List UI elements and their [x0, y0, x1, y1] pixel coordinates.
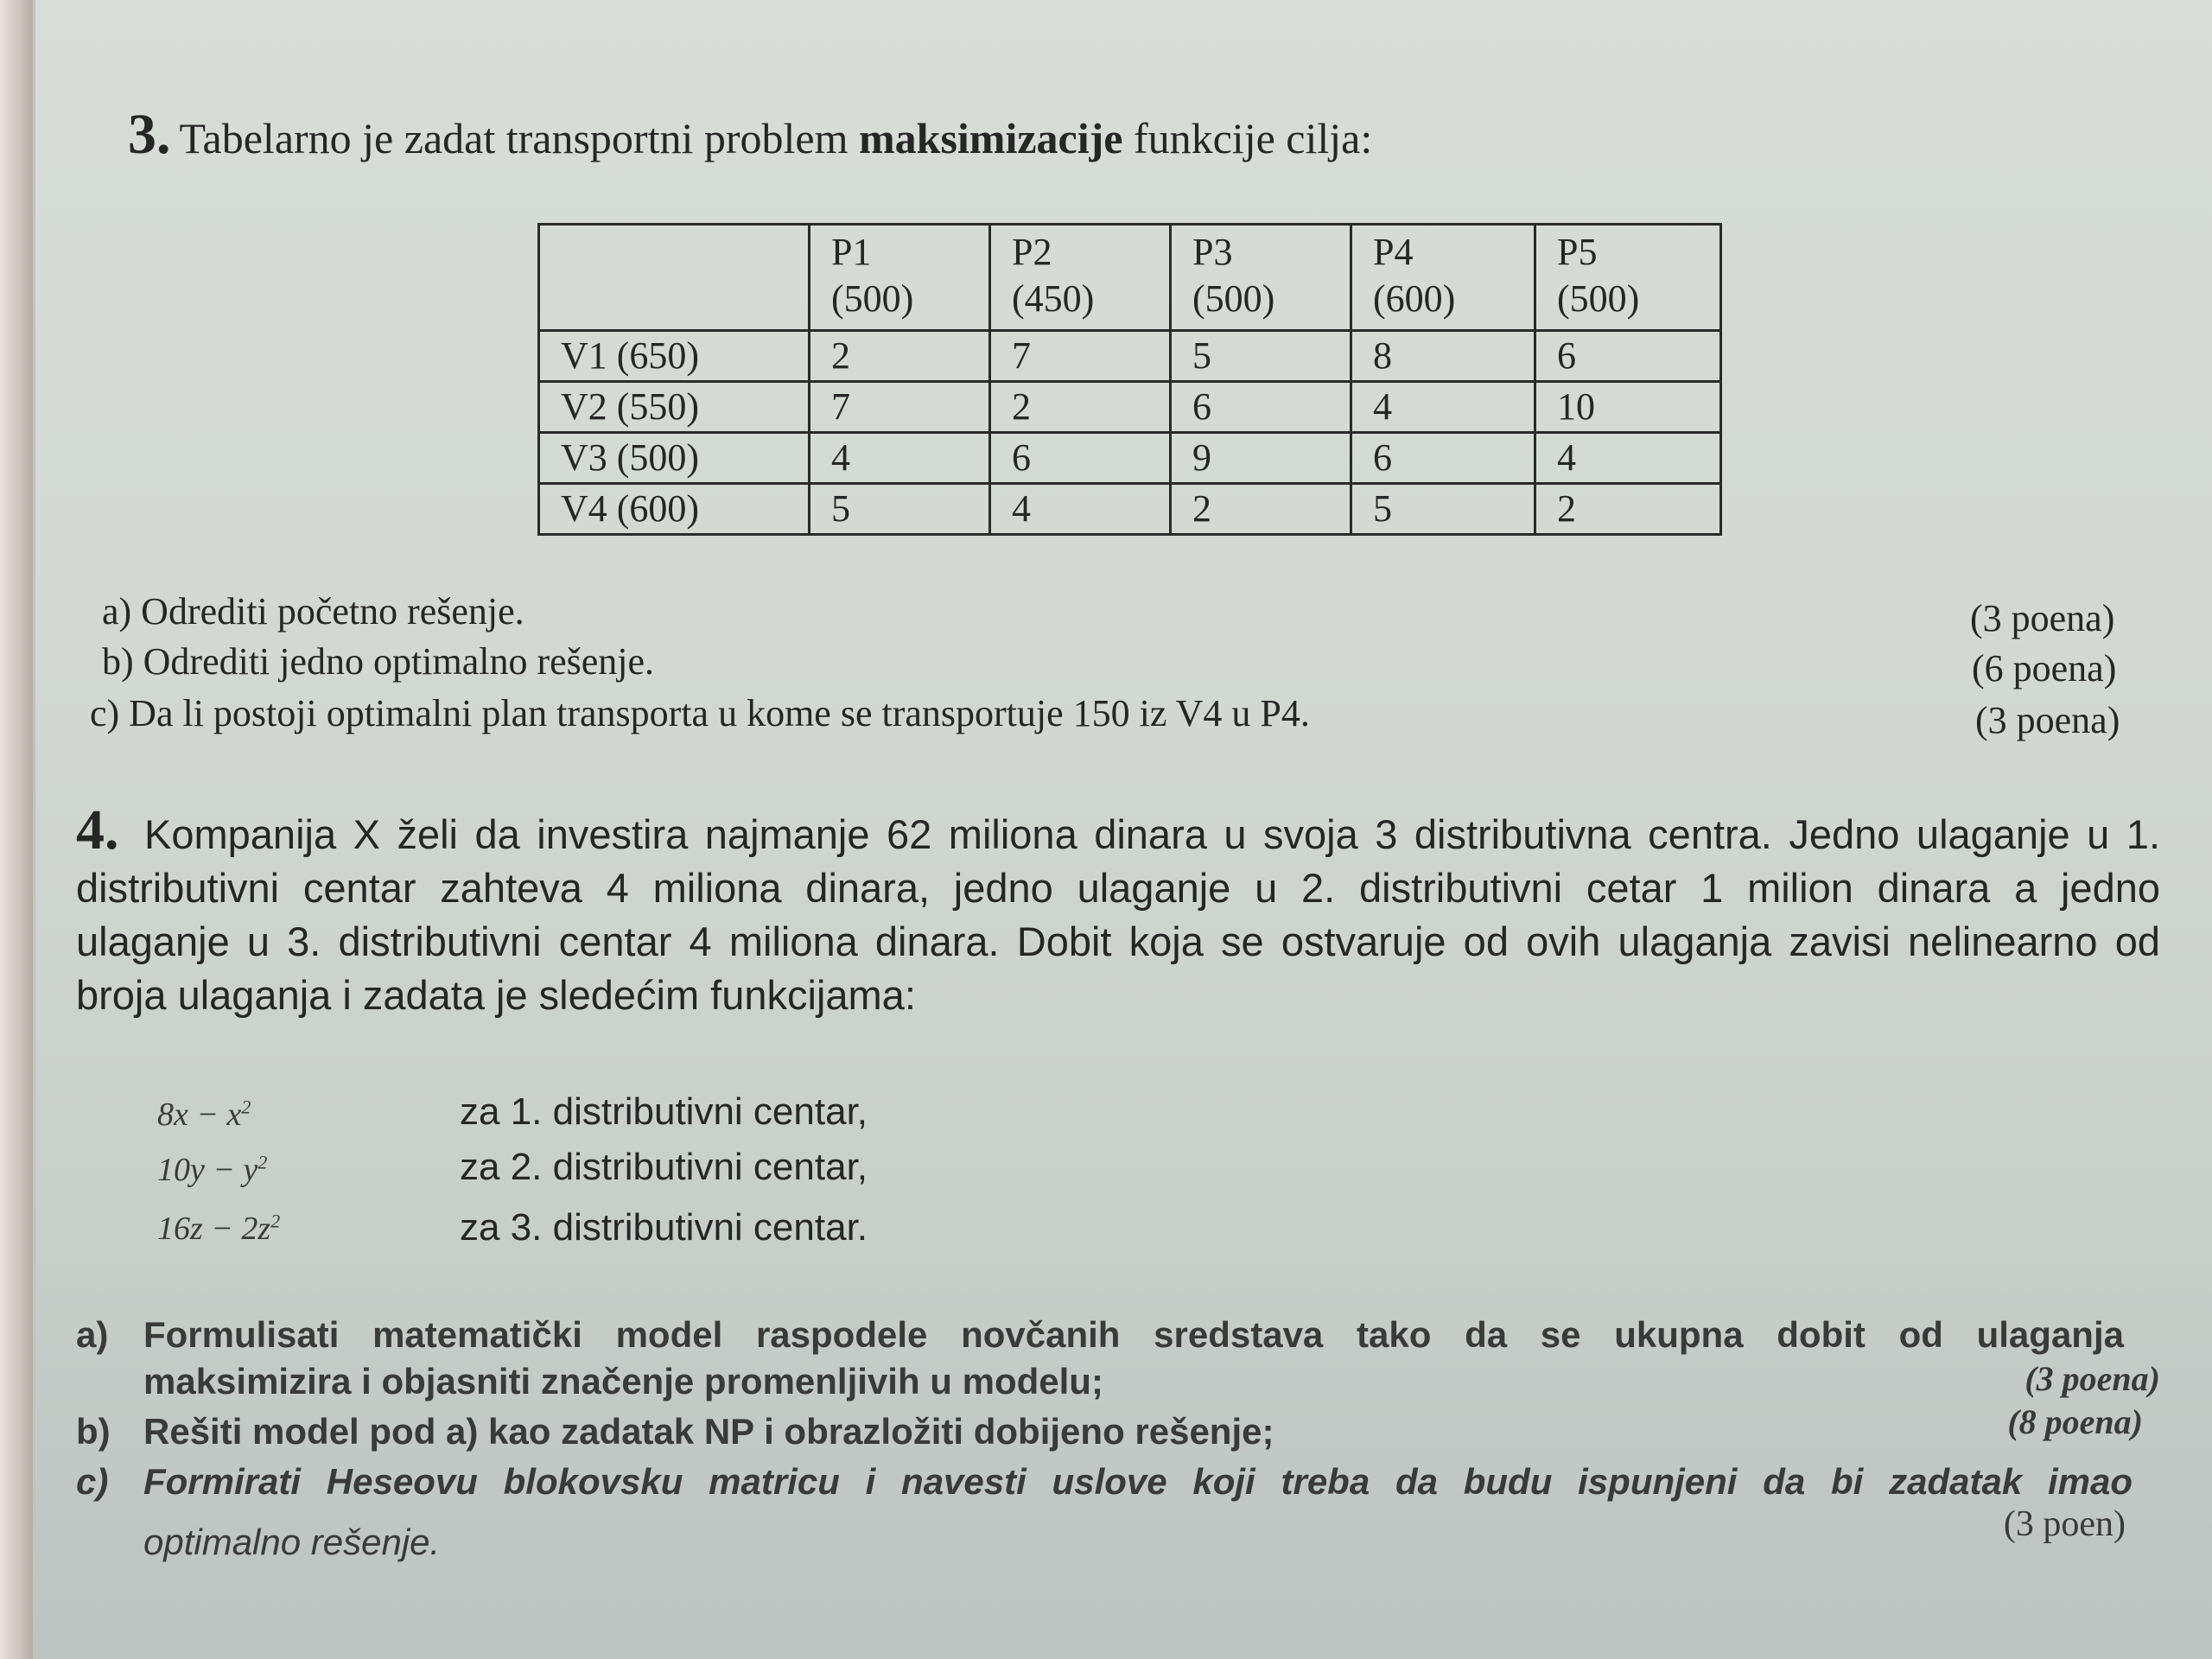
question-3-item-c-points: (3 poena) [1975, 699, 2120, 741]
question-3-item-a-points: (3 poena) [1970, 597, 2115, 639]
row-label: V4 (600) [539, 484, 810, 535]
question-4-item-b-points: (8 poena) [2007, 1402, 2143, 1441]
table-cell: 5 [1171, 331, 1351, 382]
table-cell: 8 [1351, 331, 1535, 382]
question-3-item-c: c) Da li postoji optimalni plan transporta u kome se transportuje 150 iz V4 u P4. [90, 692, 1310, 734]
question-4-line-1-text: Kompanija X želi da investira najmanje 62 miliona dinara u svoja 3 distributivna centra. Jedno ulaganje u 1. [144, 811, 2160, 857]
table-corner-cell [539, 225, 810, 331]
item-label: a) [76, 1314, 109, 1355]
header-capacity: (500) [1192, 277, 1275, 320]
question-3-item-a: a) Odrediti početno rešenje. [102, 590, 524, 632]
table-cell: 4 [990, 484, 1171, 535]
row-label: V2 (550) [539, 382, 810, 433]
question-3-item-b-points: (6 poena) [1972, 647, 2117, 690]
question-4-line-4: broja ulaganja i zadata je sledećim funkcijama: [76, 972, 916, 1018]
question-3-intro-a: Tabelarno je zadat transportni problem [179, 114, 859, 162]
item-text: Rešiti model pod a) kao zadatak NP i obrazložiti dobijeno rešenje; [143, 1411, 1274, 1452]
question-4-number: 4. [76, 798, 119, 861]
row-label: V1 (650) [539, 331, 810, 382]
question-4-item-a-line-1 [76, 1312, 2124, 1358]
table-cell: 5 [1351, 484, 1535, 535]
function-exponent: 2 [241, 1096, 251, 1118]
question-4-line-1 [76, 798, 2160, 861]
item-label: c) [76, 1461, 109, 1502]
table-cell: 6 [990, 433, 1171, 484]
function-base: 10y − y [157, 1152, 258, 1188]
header-cell-p5 [1535, 225, 1721, 331]
table-header-row [539, 225, 1721, 331]
profit-function-1 [157, 1096, 251, 1134]
header-capacity: (500) [831, 277, 914, 320]
profit-function-1-desc: za 1. distributivni centar, [460, 1090, 868, 1133]
item-label: b) [76, 1411, 111, 1452]
question-4-item-b [76, 1408, 2124, 1455]
profit-function-3-desc: za 3. distributivni centar. [460, 1206, 868, 1249]
question-4-line-3: ulaganje u 3. distributivni centar 4 miliona dinara. Dobit koja se ostvaruje od ovih ulaganja zavisi nelinearno od [76, 918, 2160, 964]
header-name: P2 [1012, 231, 1052, 273]
header-cell-p3 [1171, 225, 1351, 331]
transport-table [537, 223, 1722, 536]
table-cell: 9 [1171, 433, 1351, 484]
table-cell: 6 [1171, 382, 1351, 433]
table-cell: 7 [990, 331, 1171, 382]
function-exponent: 2 [270, 1210, 281, 1232]
header-cell-p1 [810, 225, 990, 331]
profit-function-2 [157, 1151, 267, 1189]
header-capacity: (450) [1012, 277, 1095, 320]
question-4-item-c-line-2: optimalno rešenje. [143, 1522, 441, 1562]
header-cell-p2 [990, 225, 1171, 331]
header-name: P1 [831, 231, 872, 273]
question-4-item-a-line-2: maksimizira i objasniti značenje promenljivih u modelu; [143, 1361, 1103, 1402]
table-cell: 6 [1351, 433, 1535, 484]
question-3-title [128, 102, 1372, 168]
table-row [539, 484, 1721, 535]
profit-function-3 [157, 1210, 280, 1248]
header-name: P4 [1373, 231, 1414, 273]
table-cell: 4 [1535, 433, 1721, 484]
table-cell: 4 [1351, 382, 1535, 433]
table-cell: 7 [810, 382, 990, 433]
function-exponent: 2 [257, 1151, 268, 1173]
question-3-intro-bold: maksimizacije [858, 114, 1123, 162]
question-4-line-2: distributivni centar zahteva 4 miliona dinara, jedno ulaganje u 2. distributivni cetar 1 milion dinara a jedno [76, 865, 2160, 911]
table-cell: 4 [810, 433, 990, 484]
header-name: P3 [1192, 231, 1233, 273]
table-cell: 5 [810, 484, 990, 535]
question-3-number: 3. [128, 103, 171, 166]
table-cell: 2 [1535, 484, 1721, 535]
function-base: 8x − x [157, 1096, 242, 1133]
question-3-item-b: b) Odrediti jedno optimalno rešenje. [102, 640, 655, 683]
table-row [539, 382, 1721, 433]
header-name: P5 [1557, 231, 1598, 273]
question-4-item-a-points: (3 poena) [2024, 1359, 2160, 1398]
header-cell-p4 [1351, 225, 1535, 331]
table-row [539, 331, 1721, 382]
table-cell: 2 [990, 382, 1171, 433]
question-4-item-c-points: (3 poen) [2003, 1504, 2126, 1544]
item-text: Formulisati matematički model raspodele novčanih sredstava tako da se ukupna dobit od ulaganja [143, 1314, 2124, 1355]
table-cell: 6 [1535, 331, 1721, 382]
function-base: 16z − 2z [157, 1211, 271, 1247]
item-text: Formirati Heseovu blokovsku matricu i navesti uslove koji treba da budu ispunjeni da bi zadatak imao [143, 1461, 2133, 1502]
question-3-intro-b: funkcije cilja: [1122, 114, 1373, 162]
table-cell: 2 [1171, 484, 1351, 535]
header-capacity: (600) [1373, 277, 1456, 320]
table-cell: 2 [810, 331, 990, 382]
row-label: V3 (500) [539, 433, 810, 484]
header-capacity: (500) [1557, 277, 1640, 320]
question-4-text [76, 798, 2160, 1022]
profit-function-2-desc: za 2. distributivni centar, [460, 1146, 868, 1188]
table-cell: 10 [1535, 382, 1721, 433]
table-row [539, 433, 1721, 484]
question-4-item-c-line-1 [76, 1459, 2133, 1505]
table-surface-edge [0, 0, 33, 1659]
